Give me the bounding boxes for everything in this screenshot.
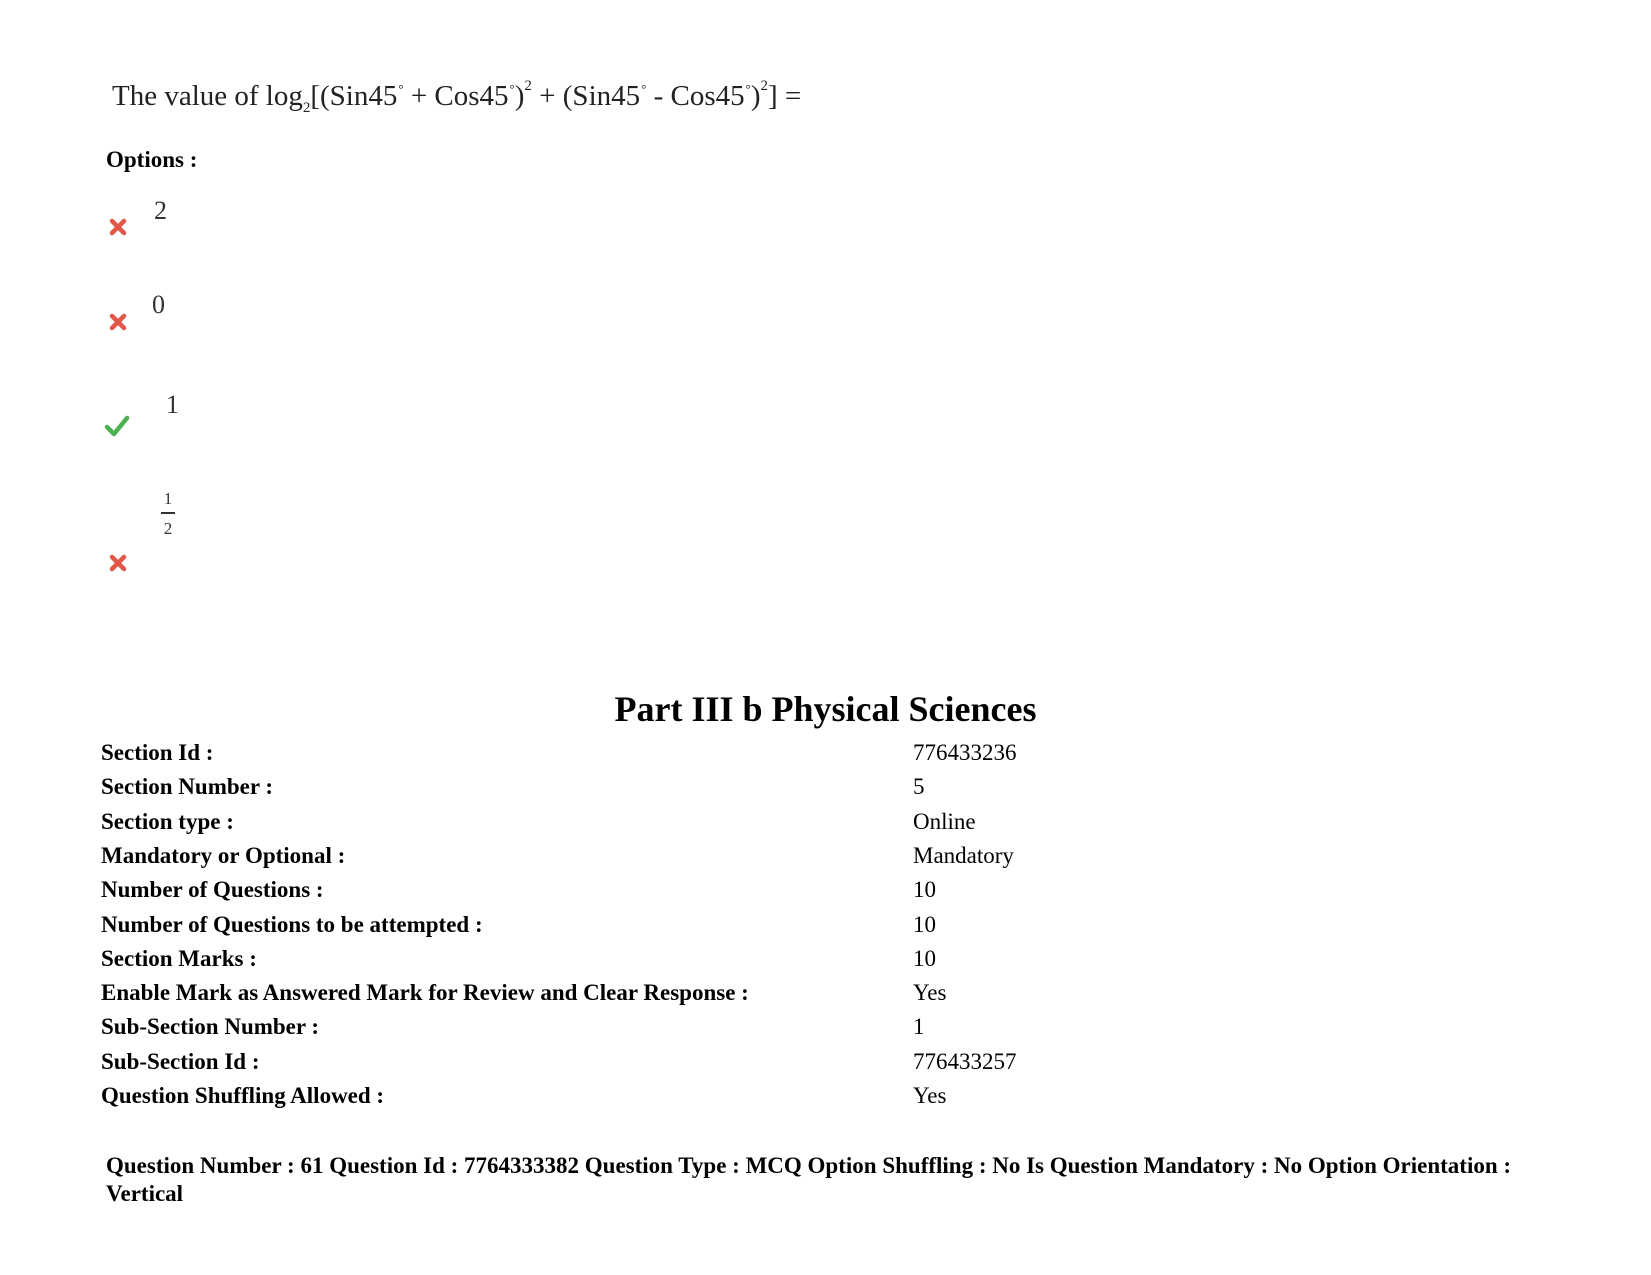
cross-icon (107, 552, 129, 574)
fraction-denominator: 2 (163, 518, 173, 538)
fraction-numerator: 1 (163, 489, 173, 508)
info-row (101, 980, 1101, 1012)
info-row (101, 946, 1101, 978)
info-row (101, 774, 1101, 806)
info-row (101, 877, 1101, 909)
info-value: 776433257 (913, 1048, 1017, 1074)
info-label: Number of Questions to be attempted : (101, 911, 483, 937)
question-meta: Question Number : 61 Question Id : 7764333382 Question Type : MCQ Option Shuffling : No Is Question Mandatory : No Option Orientation : Vertical (106, 1153, 1512, 1206)
info-row (101, 912, 1101, 944)
info-label: Mandatory or Optional : (101, 842, 346, 868)
check-icon (104, 414, 130, 438)
info-value: 776433236 (913, 740, 1017, 765)
info-label: Section type : (101, 808, 234, 834)
info-label: Sub-Section Id : (101, 1048, 260, 1074)
info-value: 1 (913, 1014, 925, 1040)
info-row (101, 740, 1101, 772)
option-text: 1 (166, 390, 179, 419)
info-label: Section Number : (101, 774, 274, 800)
info-label: Number of Questions : (101, 877, 324, 903)
info-value: 10 (913, 911, 936, 937)
section-title: Part III b Physical Sciences (614, 689, 1037, 729)
question-text: The value of $\log_2[(Sin45^\circ + Cos45^\circ)^2 + (Sin45^\circ - Cos45^\circ)^2]$ = (112, 78, 802, 116)
info-label: Section Id : (101, 740, 214, 765)
option-text: 2 (154, 196, 167, 225)
info-value: Yes (913, 1083, 947, 1108)
info-value: Mandatory (913, 842, 1014, 868)
info-row (101, 1083, 1101, 1115)
info-value: Yes (913, 980, 947, 1006)
info-row (101, 809, 1101, 841)
info-row (101, 1014, 1101, 1046)
info-value: 5 (913, 774, 925, 800)
info-value: 10 (913, 877, 936, 903)
info-label: Question Shuffling Allowed : (101, 1083, 385, 1108)
info-label: Sub-Section Number : (101, 1014, 320, 1040)
info-label: Section Marks : (101, 945, 257, 971)
info-row (101, 1049, 1101, 1081)
info-label: Enable Mark as Answered Mark for Review and Clear Response : (101, 980, 749, 1006)
options-label: Options : (106, 147, 198, 172)
cross-icon (107, 311, 129, 333)
option-text: 0 (152, 290, 165, 319)
info-value: 10 (913, 945, 936, 971)
cross-icon (107, 216, 129, 238)
info-row (101, 843, 1101, 875)
info-value: Online (913, 808, 976, 834)
option-fraction (160, 490, 176, 537)
